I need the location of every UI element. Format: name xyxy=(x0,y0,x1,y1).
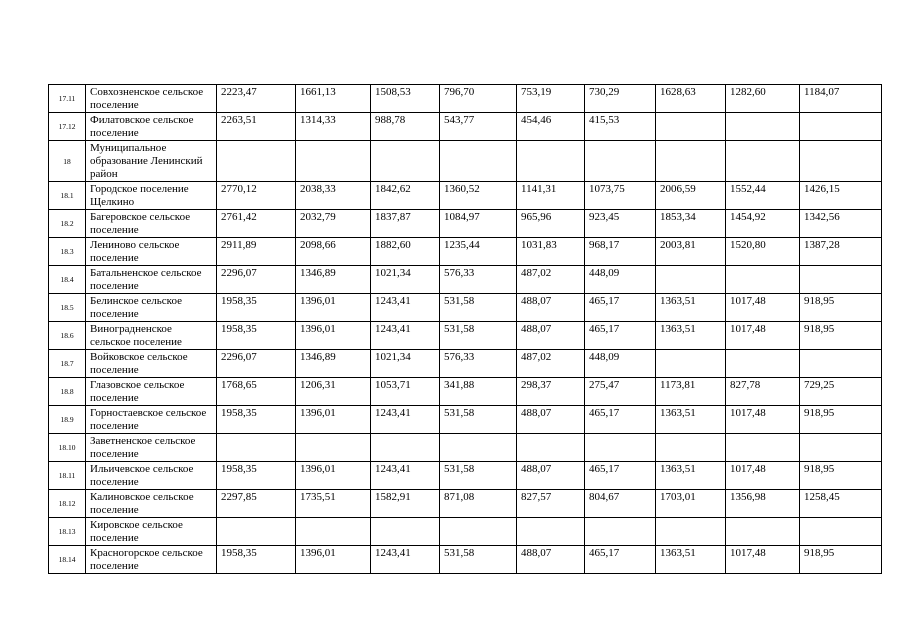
value-cell: 1258,45 xyxy=(800,490,882,518)
table-row xyxy=(49,238,882,266)
value-cell: 1426,15 xyxy=(800,182,882,210)
value-cell: 918,95 xyxy=(800,322,882,350)
value-cell xyxy=(726,350,800,378)
value-cell: 1508,53 xyxy=(371,85,440,113)
table-row xyxy=(49,85,882,113)
settlement-name-cell: Батальненское сельское поселение xyxy=(86,266,217,294)
value-cell: 487,02 xyxy=(517,266,585,294)
value-cell: 487,02 xyxy=(517,350,585,378)
value-cell: 1387,28 xyxy=(800,238,882,266)
value-cell xyxy=(440,141,517,182)
value-cell xyxy=(726,141,800,182)
value-cell xyxy=(656,141,726,182)
table-row xyxy=(49,210,882,238)
value-cell xyxy=(800,518,882,546)
value-cell xyxy=(517,518,585,546)
value-cell: 1958,35 xyxy=(217,322,296,350)
value-cell: 275,47 xyxy=(585,378,656,406)
value-cell: 1768,65 xyxy=(217,378,296,406)
value-cell: 1396,01 xyxy=(296,406,371,434)
value-cell: 2098,66 xyxy=(296,238,371,266)
value-cell xyxy=(217,141,296,182)
value-cell: 2296,07 xyxy=(217,266,296,294)
value-cell: 2297,85 xyxy=(217,490,296,518)
value-cell: 488,07 xyxy=(517,462,585,490)
value-cell: 448,09 xyxy=(585,350,656,378)
settlement-name-cell: Заветненское сельское поселение xyxy=(86,434,217,462)
value-cell: 918,95 xyxy=(800,462,882,490)
table-row xyxy=(49,350,882,378)
value-cell: 1396,01 xyxy=(296,294,371,322)
value-cell: 531,58 xyxy=(440,322,517,350)
value-cell: 488,07 xyxy=(517,294,585,322)
value-cell: 465,17 xyxy=(585,462,656,490)
value-cell xyxy=(585,518,656,546)
value-cell xyxy=(726,434,800,462)
tariff-table xyxy=(48,84,882,574)
value-cell: 448,09 xyxy=(585,266,656,294)
value-cell: 1703,01 xyxy=(656,490,726,518)
value-cell xyxy=(296,518,371,546)
row-number-cell: 18.3 xyxy=(49,238,86,266)
value-cell: 1021,34 xyxy=(371,266,440,294)
value-cell: 1206,31 xyxy=(296,378,371,406)
table-row xyxy=(49,266,882,294)
value-cell: 1346,89 xyxy=(296,266,371,294)
value-cell: 1141,31 xyxy=(517,182,585,210)
table-row xyxy=(49,182,882,210)
value-cell: 465,17 xyxy=(585,546,656,574)
value-cell: 918,95 xyxy=(800,294,882,322)
value-cell: 1017,48 xyxy=(726,462,800,490)
value-cell: 918,95 xyxy=(800,406,882,434)
value-cell xyxy=(800,434,882,462)
value-cell xyxy=(585,434,656,462)
value-cell: 1184,07 xyxy=(800,85,882,113)
value-cell xyxy=(517,141,585,182)
value-cell xyxy=(656,434,726,462)
value-cell: 1853,34 xyxy=(656,210,726,238)
value-cell: 2761,42 xyxy=(217,210,296,238)
value-cell: 488,07 xyxy=(517,406,585,434)
value-cell: 1837,87 xyxy=(371,210,440,238)
table-body xyxy=(49,85,882,574)
row-number-cell: 18.11 xyxy=(49,462,86,490)
value-cell: 1363,51 xyxy=(656,462,726,490)
value-cell: 1958,35 xyxy=(217,546,296,574)
value-cell: 1882,60 xyxy=(371,238,440,266)
value-cell xyxy=(296,141,371,182)
value-cell: 1396,01 xyxy=(296,462,371,490)
value-cell: 753,19 xyxy=(517,85,585,113)
value-cell: 454,46 xyxy=(517,113,585,141)
settlement-name-cell: Муниципальное образование Ленинский район xyxy=(86,141,217,182)
value-cell: 871,08 xyxy=(440,490,517,518)
value-cell: 1735,51 xyxy=(296,490,371,518)
row-number-cell: 18.9 xyxy=(49,406,86,434)
value-cell: 1454,92 xyxy=(726,210,800,238)
row-number-cell: 17.11 xyxy=(49,85,86,113)
value-cell: 1396,01 xyxy=(296,322,371,350)
value-cell: 2296,07 xyxy=(217,350,296,378)
value-cell xyxy=(217,434,296,462)
settlement-name-cell: Ильичевское сельское поселение xyxy=(86,462,217,490)
row-number-cell: 18.5 xyxy=(49,294,86,322)
value-cell: 1021,34 xyxy=(371,350,440,378)
value-cell: 1363,51 xyxy=(656,294,726,322)
value-cell: 1360,52 xyxy=(440,182,517,210)
value-cell xyxy=(371,518,440,546)
value-cell: 1017,48 xyxy=(726,406,800,434)
value-cell: 1173,81 xyxy=(656,378,726,406)
row-number-cell: 18.10 xyxy=(49,434,86,462)
row-number-cell: 18.4 xyxy=(49,266,86,294)
value-cell: 1084,97 xyxy=(440,210,517,238)
row-number-cell: 18.12 xyxy=(49,490,86,518)
row-number-cell: 18.6 xyxy=(49,322,86,350)
value-cell xyxy=(726,518,800,546)
value-cell: 1958,35 xyxy=(217,462,296,490)
table-row xyxy=(49,378,882,406)
row-number-cell: 18.7 xyxy=(49,350,86,378)
value-cell: 804,67 xyxy=(585,490,656,518)
value-cell: 531,58 xyxy=(440,294,517,322)
value-cell: 465,17 xyxy=(585,406,656,434)
settlement-name-cell: Калиновское сельское поселение xyxy=(86,490,217,518)
value-cell: 1243,41 xyxy=(371,462,440,490)
value-cell xyxy=(296,434,371,462)
value-cell: 968,17 xyxy=(585,238,656,266)
value-cell: 1342,56 xyxy=(800,210,882,238)
value-cell: 1356,98 xyxy=(726,490,800,518)
value-cell: 1243,41 xyxy=(371,546,440,574)
settlement-name-cell: Войковское сельское поселение xyxy=(86,350,217,378)
value-cell xyxy=(800,350,882,378)
value-cell: 2770,12 xyxy=(217,182,296,210)
value-cell xyxy=(440,518,517,546)
value-cell: 1363,51 xyxy=(656,322,726,350)
value-cell: 1053,71 xyxy=(371,378,440,406)
value-cell: 1661,13 xyxy=(296,85,371,113)
table-row xyxy=(49,518,882,546)
table-row xyxy=(49,546,882,574)
value-cell: 531,58 xyxy=(440,462,517,490)
value-cell: 1235,44 xyxy=(440,238,517,266)
value-cell: 827,57 xyxy=(517,490,585,518)
value-cell xyxy=(440,434,517,462)
table-row xyxy=(49,322,882,350)
value-cell: 341,88 xyxy=(440,378,517,406)
settlement-name-cell: Филатовское сельское поселение xyxy=(86,113,217,141)
settlement-name-cell: Виноградненское сельское поселение xyxy=(86,322,217,350)
value-cell: 730,29 xyxy=(585,85,656,113)
table-row xyxy=(49,141,882,182)
row-number-cell: 18.14 xyxy=(49,546,86,574)
value-cell: 543,77 xyxy=(440,113,517,141)
value-cell: 1017,48 xyxy=(726,294,800,322)
settlement-name-cell: Горностаевское сельское поселение xyxy=(86,406,217,434)
value-cell: 1396,01 xyxy=(296,546,371,574)
settlement-name-cell: Городское поселение Щелкино xyxy=(86,182,217,210)
value-cell xyxy=(585,141,656,182)
table-row xyxy=(49,490,882,518)
value-cell: 1243,41 xyxy=(371,322,440,350)
value-cell: 1017,48 xyxy=(726,546,800,574)
table-row xyxy=(49,113,882,141)
row-number-cell: 18.1 xyxy=(49,182,86,210)
value-cell: 576,33 xyxy=(440,350,517,378)
value-cell: 1073,75 xyxy=(585,182,656,210)
value-cell: 1958,35 xyxy=(217,294,296,322)
settlement-name-cell: Лениново сельское поселение xyxy=(86,238,217,266)
value-cell: 576,33 xyxy=(440,266,517,294)
settlement-name-cell: Глазовское сельское поселение xyxy=(86,378,217,406)
value-cell: 2032,79 xyxy=(296,210,371,238)
value-cell xyxy=(800,113,882,141)
value-cell xyxy=(726,266,800,294)
settlement-name-cell: Красногорское сельское поселение xyxy=(86,546,217,574)
table-row xyxy=(49,406,882,434)
value-cell: 2911,89 xyxy=(217,238,296,266)
value-cell: 1363,51 xyxy=(656,546,726,574)
settlement-name-cell: Белинское сельское поселение xyxy=(86,294,217,322)
value-cell: 1017,48 xyxy=(726,322,800,350)
value-cell xyxy=(656,518,726,546)
value-cell: 415,53 xyxy=(585,113,656,141)
value-cell: 1243,41 xyxy=(371,294,440,322)
value-cell: 488,07 xyxy=(517,322,585,350)
row-number-cell: 18.2 xyxy=(49,210,86,238)
table-row xyxy=(49,462,882,490)
value-cell: 1314,33 xyxy=(296,113,371,141)
value-cell: 1552,44 xyxy=(726,182,800,210)
settlement-name-cell: Совхозненское сельское поселение xyxy=(86,85,217,113)
row-number-cell: 18.13 xyxy=(49,518,86,546)
settlement-name-cell: Кировское сельское поселение xyxy=(86,518,217,546)
value-cell xyxy=(800,141,882,182)
value-cell: 796,70 xyxy=(440,85,517,113)
value-cell: 531,58 xyxy=(440,546,517,574)
settlement-name-cell: Багеровское сельское поселение xyxy=(86,210,217,238)
value-cell xyxy=(656,350,726,378)
table-row xyxy=(49,294,882,322)
value-cell: 2003,81 xyxy=(656,238,726,266)
value-cell: 988,78 xyxy=(371,113,440,141)
value-cell xyxy=(517,434,585,462)
value-cell: 2263,51 xyxy=(217,113,296,141)
value-cell: 827,78 xyxy=(726,378,800,406)
value-cell xyxy=(217,518,296,546)
value-cell xyxy=(656,266,726,294)
value-cell: 923,45 xyxy=(585,210,656,238)
value-cell: 729,25 xyxy=(800,378,882,406)
value-cell: 918,95 xyxy=(800,546,882,574)
value-cell: 2038,33 xyxy=(296,182,371,210)
value-cell: 2223,47 xyxy=(217,85,296,113)
value-cell: 1520,80 xyxy=(726,238,800,266)
value-cell xyxy=(371,141,440,182)
value-cell: 2006,59 xyxy=(656,182,726,210)
value-cell: 965,96 xyxy=(517,210,585,238)
row-number-cell: 18.8 xyxy=(49,378,86,406)
table-row xyxy=(49,434,882,462)
value-cell xyxy=(656,113,726,141)
value-cell xyxy=(800,266,882,294)
row-number-cell: 18 xyxy=(49,141,86,182)
value-cell: 1282,60 xyxy=(726,85,800,113)
value-cell: 1243,41 xyxy=(371,406,440,434)
value-cell xyxy=(726,113,800,141)
value-cell xyxy=(371,434,440,462)
value-cell: 465,17 xyxy=(585,294,656,322)
value-cell: 1628,63 xyxy=(656,85,726,113)
value-cell: 1582,91 xyxy=(371,490,440,518)
value-cell: 1842,62 xyxy=(371,182,440,210)
value-cell: 298,37 xyxy=(517,378,585,406)
value-cell: 1031,83 xyxy=(517,238,585,266)
value-cell: 1958,35 xyxy=(217,406,296,434)
row-number-cell: 17.12 xyxy=(49,113,86,141)
value-cell: 488,07 xyxy=(517,546,585,574)
value-cell: 531,58 xyxy=(440,406,517,434)
value-cell: 1363,51 xyxy=(656,406,726,434)
value-cell: 465,17 xyxy=(585,322,656,350)
value-cell: 1346,89 xyxy=(296,350,371,378)
